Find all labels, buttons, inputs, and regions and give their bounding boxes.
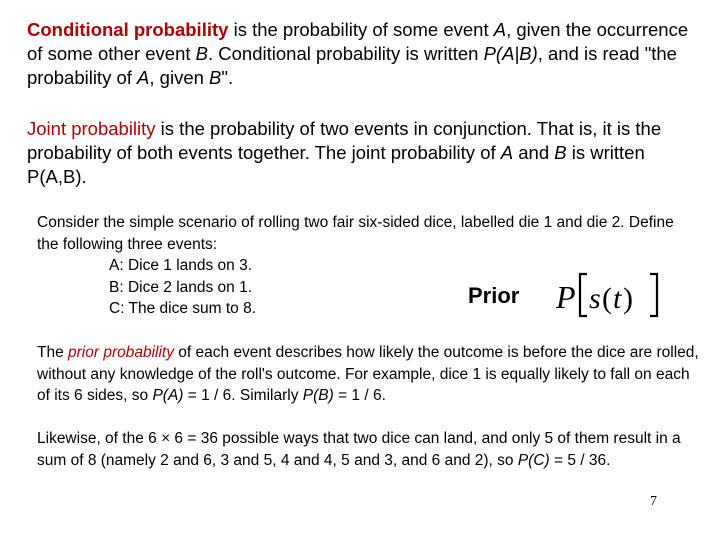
prior-label: Prior bbox=[468, 283, 520, 308]
event-a: A bbox=[137, 67, 150, 88]
text-span: of each event describes how likely the outcome is before the dice are rolled, without any knowledge of the roll's outcome. For example, dice 1 is equally likely to fall on each of its 6 sides, so bbox=[37, 344, 699, 404]
event-c-definition bbox=[109, 298, 256, 320]
formula-s: s bbox=[589, 282, 601, 315]
formula-right-bracket bbox=[650, 274, 657, 316]
text-span: and bbox=[513, 142, 555, 163]
formula-p: P bbox=[556, 279, 576, 315]
formula-left-bracket bbox=[580, 274, 587, 316]
dice-scenario-paragraph: Consider the simple scenario of rolling two fair six-sided dice, labelled die 1 and die 2. Define the following three events: bbox=[37, 214, 674, 253]
text-span: = 1 / 6. Similarly bbox=[183, 387, 303, 404]
text-span: . Conditional probability is written bbox=[208, 43, 484, 64]
event-b: B bbox=[554, 142, 567, 163]
probability-c: P(C) bbox=[517, 451, 550, 469]
event-b: B bbox=[209, 67, 222, 88]
page-number: 7 bbox=[650, 494, 657, 509]
text-span: = 5 / 36. bbox=[549, 451, 611, 469]
formula-open-paren: ( bbox=[602, 282, 612, 315]
text-span: , given bbox=[149, 67, 210, 88]
event-definitions bbox=[109, 255, 256, 320]
conditional-probability-term: Conditional probability bbox=[27, 19, 229, 40]
text-span: is the probability of some event bbox=[228, 19, 494, 40]
dice-sum-paragraph bbox=[37, 428, 702, 471]
event-a: A bbox=[500, 142, 514, 163]
joint-probability-term: Joint probability bbox=[27, 118, 156, 139]
event-label: C bbox=[109, 300, 121, 317]
event-b-definition bbox=[109, 277, 256, 299]
text-span: = 1 / 6. bbox=[333, 387, 386, 404]
event-label: A bbox=[109, 257, 120, 274]
text-span: , given the occurrence of some other event bbox=[27, 19, 689, 64]
text-span: ". bbox=[221, 67, 234, 88]
probability-a: P(A) bbox=[152, 387, 184, 404]
event-label: B bbox=[109, 278, 120, 296]
text-span: Likewise, of the 6 × 6 = 36 possible ways that two dice can land, and only 5 of them result in a sum of 8 (namely 2 and 6, 3 and 5, 4 and 4, 5 and 3, and 6 and 2), so bbox=[37, 430, 681, 469]
prior-probability-term: prior probability bbox=[68, 344, 174, 361]
event-text: : Dice 2 lands on 1. bbox=[119, 278, 253, 296]
event-text: : The dice sum to 8. bbox=[120, 300, 257, 317]
text-span: is written P(A,B). bbox=[27, 142, 645, 187]
probability-b: P(B) bbox=[302, 387, 334, 404]
event-text: : Dice 1 lands on 3. bbox=[119, 257, 253, 274]
event-a: A bbox=[493, 19, 507, 40]
conditional-probability-paragraph bbox=[27, 18, 697, 90]
prior-formula bbox=[556, 270, 666, 320]
text-span: The bbox=[37, 344, 69, 361]
conditional-expression: P(A|B) bbox=[483, 43, 538, 64]
joint-probability-paragraph bbox=[27, 117, 697, 189]
text-span: is the probability of two events in conjunction. That is, it is the probability of both events together. The joint probability of bbox=[27, 118, 662, 163]
event-a-definition bbox=[109, 255, 256, 277]
formula-t: t bbox=[613, 282, 622, 315]
prior-probability-paragraph bbox=[37, 342, 702, 407]
event-b: B bbox=[195, 43, 208, 64]
formula-close-paren: ) bbox=[623, 282, 633, 315]
text-span: , and is read "the probability of bbox=[27, 43, 677, 88]
